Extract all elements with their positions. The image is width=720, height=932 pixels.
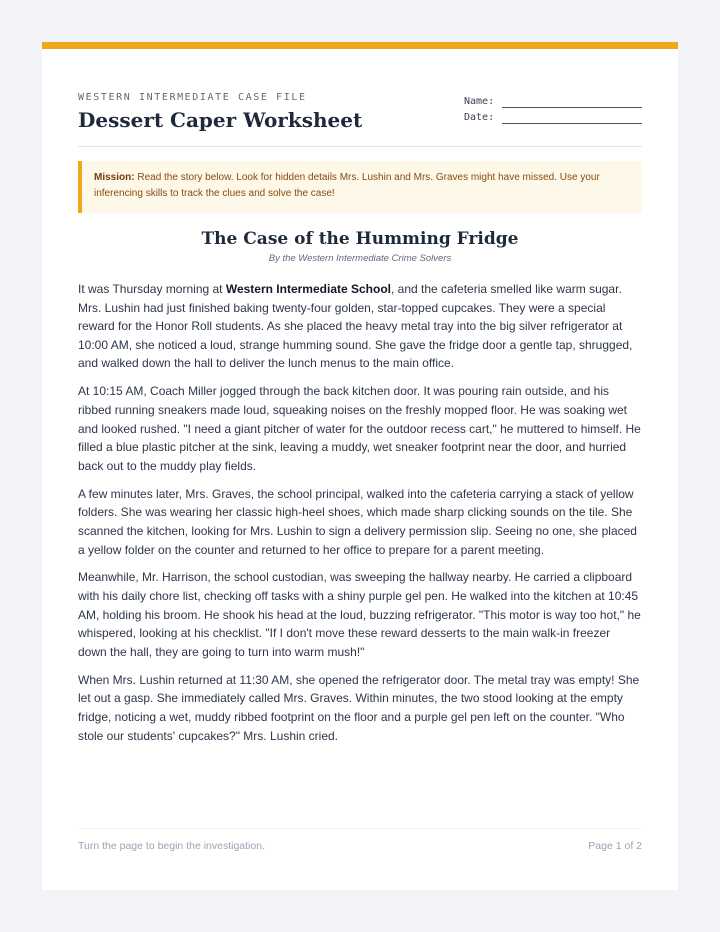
story-paragraph-1: [78, 280, 642, 373]
story-byline: By the Western Intermediate Crime Solvers: [268, 253, 452, 264]
story-paragraph-5: When Mrs. Lushin returned at 11:30 AM, she opened the refrigerator door. The metal tray was empty! She let out a gasp. She immediately called Mrs. Graves. Within minutes, the two stood looking at the empty fridge, noticing a wet, muddy ribbed footprint on the floor and a purple gel pen left on the counter. "Who stole our students' cupcakes?" Mrs. Lushin cried.: [78, 672, 640, 743]
story-title: The Case of the Humming Fridge: [201, 229, 519, 249]
accent-bar: [42, 42, 678, 49]
mission-label: Mission:: [94, 172, 135, 183]
date-blank-line[interactable]: [502, 123, 642, 124]
date-label: Date:: [464, 112, 495, 123]
worksheet-title: Dessert Caper Worksheet: [78, 108, 363, 132]
footer-instruction: Turn the page to begin the investigation.: [78, 840, 265, 852]
date-field[interactable]: [464, 112, 642, 128]
story-paragraph-4: Meanwhile, Mr. Harrison, the school custodian, was sweeping the hallway nearby. He carried a clipboard with his daily chore list, checking off tasks with a shiny purple gel pen. He walked into the kitchen at 10:45 AM, holding his broom. He shook his head at the loud, buzzing refrigerator. "This motor is way too hot," he whispered, looking at his checklist. "If I don't move these reward desserts to the main walk-in freezer down the hall, they are going to turn into warm mush!": [78, 570, 641, 659]
worksheet-header: [78, 92, 642, 146]
mission-text: Read the story below. Look for hidden details Mrs. Lushin and Mrs. Graves might have missed. Use your inferencing skills to track the clues and solve the case!: [94, 172, 600, 199]
school-name: Western Intermediate School: [225, 282, 391, 296]
paragraph-text: , and the cafeteria smelled like warm sugar. Mrs. Lushin had just finished baking twenty-four golden, star-topped cupcakes. They were a special reward for the Honor Roll students. As she placed the heavy metal tray into the big silver refrigerator at 10:00 AM, she noticed a loud, strange humming sound. She gave the fridge door a gentle tap, shrugged, and walked down the hall to deliver the lunch menus to the main office.: [78, 282, 633, 371]
story-paragraph-3: A few minutes later, Mrs. Graves, the school principal, walked into the cafeteria carrying a stack of yellow folders. She was wearing her classic high-heel shoes, which made sharp clicking sounds on the tile. She scanned the kitchen, looking for Mrs. Lushin to sign a delivery permission slip. Seeing no one, she placed a yellow folder on the counter and returned to her office to prepare for a parent meeting.: [78, 486, 637, 557]
header-divider: [78, 146, 642, 147]
worksheet-page: [42, 42, 678, 890]
case-file-eyebrow: WESTERN INTERMEDIATE CASE FILE: [78, 92, 307, 103]
name-field[interactable]: [464, 96, 642, 112]
paragraph-text: It was Thursday morning at: [78, 282, 226, 296]
page-number: Page 1 of 2: [588, 840, 642, 852]
footer-divider: [78, 828, 642, 829]
name-label: Name:: [464, 96, 495, 107]
student-fields: [464, 96, 642, 128]
story-paragraph-2: At 10:15 AM, Coach Miller jogged through the back kitchen door. It was pouring rain outside, and his ribbed running sneakers made loud, squeaking noises on the freshly mopped floor. He was soaking wet and looked rushed. "I need a giant pitcher of water for the outdoor recess cart," he muttered to himself. He filled a blue plastic pitcher at the sink, leaving a muddy, wet sneaker footprint near the door, and hurried back out to the muddy play fields.: [78, 384, 641, 473]
name-blank-line[interactable]: [502, 107, 642, 108]
story-body: [78, 280, 642, 755]
mission-callout: [78, 161, 642, 213]
